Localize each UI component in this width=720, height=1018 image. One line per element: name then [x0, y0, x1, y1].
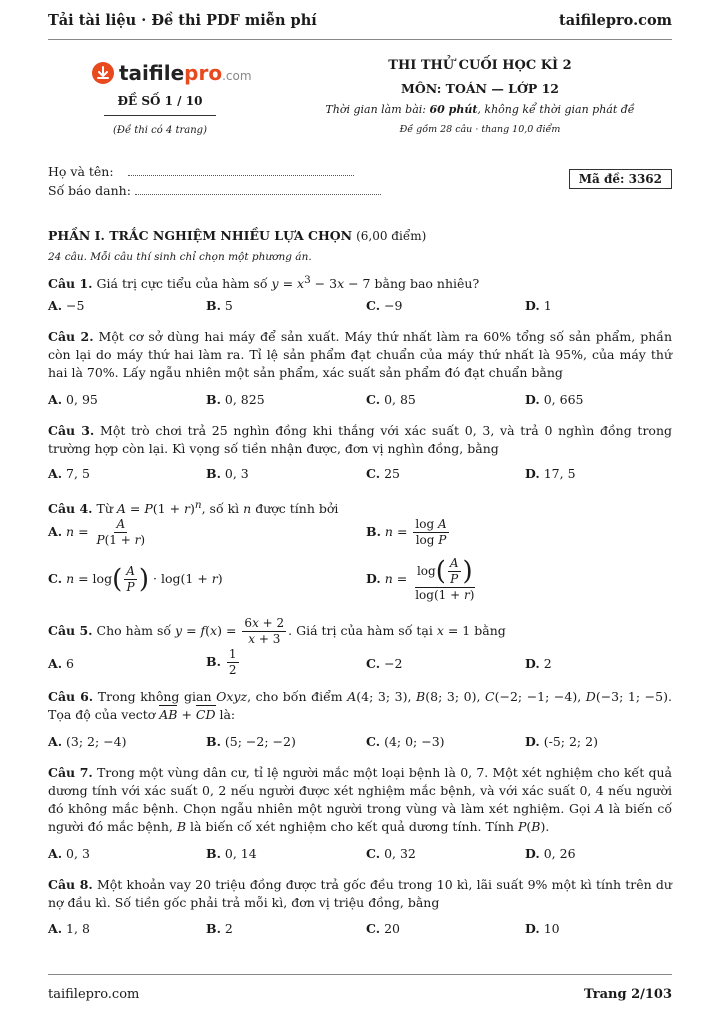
download-arrow-icon [92, 62, 114, 84]
page-number: Trang 2/103 [584, 987, 672, 1002]
q5-option-d[interactable]: D. 2 [525, 656, 552, 671]
q8-option-c[interactable]: C. 20 [366, 921, 400, 936]
question-3: Câu 3. Một trò chơi trả 25 nghìn đồng khi thắng với xác suất 0, 3, và trả 0 nghìn đồng trong trường hợp còn lại. Kì vọng số tiền nhận được, đơn vị nghìn đồng, bằng [48, 423, 672, 456]
header-rule [48, 39, 672, 40]
footer-rule [48, 974, 672, 975]
q4-option-b[interactable]: B. n = $\frac{\text{log A}}{\text{log P}}$ [366, 517, 447, 547]
q6-option-d[interactable]: D. (-5; 2; 2) [525, 734, 598, 749]
q8-option-a[interactable]: A. 1, 8 [48, 921, 90, 936]
exam-code-underline [104, 115, 216, 116]
pages-note: (Đề thi có 4 trang) [113, 125, 207, 136]
question-6: Câu 6. Trong không gian Oxyz, cho bốn điểm A(4; 3; 3), B(8; 3; 0), C(−2; −1; −4), D(−3; 1; −5). Tọa độ của vectơ AB + CD là: [48, 689, 672, 722]
exam-subject: MÔN: TOÁN — LỚP 12 [400, 81, 559, 96]
q7-option-a[interactable]: A. 0, 3 [48, 846, 90, 861]
q5-option-b[interactable]: B. $\frac{1}{2}$ [206, 647, 237, 677]
exam-title: THI THỬ CUỐI HỌC KÌ 2 [388, 58, 572, 73]
exam-version-box: Mã đề: 3362 [569, 169, 672, 189]
q5-option-c[interactable]: C. −2 [366, 656, 403, 671]
question-2: Câu 2. Một cơ sở dùng hai máy để sản xuất. Máy thứ nhất làm ra 60% tổng số sản phẩm, phần còn lại do máy thứ hai làm ra. Tỉ lệ sản phẩm đạt chuẩn của máy thứ nhất là 95%, của máy thứ hai là 70%. Lấy ngẫu nhiên một sản phẩm, xác suất sản phẩm đó đạt chuẩn bằng [48, 329, 672, 380]
q7-option-c[interactable]: C. 0, 32 [366, 846, 416, 861]
q6-option-b[interactable]: B. (5; −2; −2) [206, 734, 296, 749]
part-title: PHẦN I. TRẮC NGHIỆM NHIỀU LỰA CHỌN (6,00 điểm) [48, 228, 427, 243]
part-instruction: 24 câu. Mỗi câu thí sinh chỉ chọn một phương án. [48, 251, 312, 263]
id-field: Số báo danh: [48, 183, 381, 198]
q1-option-c[interactable]: C. −9 [366, 298, 403, 313]
header-left: Tải tài liệu · Đề thi PDF miễn phí [48, 12, 317, 29]
q1-option-a[interactable]: A. −5 [48, 298, 85, 313]
question-1: Câu 1. Giá trị cực tiểu của hàm số $y = x^3 - 3x - 7$ bằng bao nhiêu? [48, 274, 480, 292]
footer-site: taifilepro.com [48, 987, 140, 1002]
q6-option-c[interactable]: C. (4; 0; −3) [366, 734, 445, 749]
exam-code: ĐỀ SỐ 1 / 10 [117, 94, 203, 108]
question-7: Câu 7. Trong một vùng dân cư, tỉ lệ người mắc một loại bệnh là 0, 7. Một xét nghiệm cho kết quả dương tính với xác suất 0, 2 nếu người được xét nghiệm mắc bệnh, và với xác suất 0, 4 nếu người đó không mắc bệnh. Chọn ngẫu nhiên một người trong vùng và làm xét nghiệm. Gọi A là biến cố người đó mắc bệnh, B là biến cố xét nghiệm cho kết quả dương tính. Tính P(B). [48, 765, 672, 834]
time-note: Thời gian làm bài: 60 phút, không kể thời gian phát đề [325, 103, 635, 116]
q3-option-c[interactable]: C. 25 [366, 466, 400, 481]
question-5: Câu 5. Cho hàm số y = f(x) = $\frac{6x + 2}{x + 3}$ . Giá trị của hàm số tại x = 1 bằng [48, 616, 506, 646]
q1-option-d[interactable]: D. 1 [525, 298, 552, 313]
q4-option-d[interactable]: D. n = log( $\frac{A}{P}$ ) log(1 + r) [366, 556, 475, 602]
q5-option-a[interactable]: A. 6 [48, 656, 74, 671]
logo-wordmark: taifilepro.com [119, 61, 252, 85]
q7-option-b[interactable]: B. 0, 14 [206, 846, 257, 861]
question-8: Câu 8. Một khoản vay 20 triệu đồng được trả gốc đều trong 10 kì, lãi suất 9% một kì tính trên dư nợ đầu kì. Số tiền gốc phải trả mỗi kì, đơn vị triệu đồng, bằng [48, 877, 672, 910]
q6-option-a[interactable]: A. (3; 2; −4) [48, 734, 127, 749]
q7-option-d[interactable]: D. 0, 26 [525, 846, 576, 861]
q3-option-b[interactable]: B. 0, 3 [206, 466, 249, 481]
q2-option-c[interactable]: C. 0, 85 [366, 392, 416, 407]
q8-option-b[interactable]: B. 2 [206, 921, 233, 936]
q2-option-a[interactable]: A. 0, 95 [48, 392, 98, 407]
q8-option-d[interactable]: D. 10 [525, 921, 560, 936]
question-4: Câu 4. Từ $A = P(1 + r)^n$, số kì n được tính bởi [48, 499, 339, 517]
site-logo [92, 60, 252, 86]
q3-option-a[interactable]: A. 7, 5 [48, 466, 90, 481]
q4-option-a[interactable]: A. n = $\frac{A}{P(1 + r)}$ [48, 517, 146, 547]
q4-option-c[interactable]: C. n = log( $\frac{A}{P}$ ) · log(1 + r) [48, 564, 223, 595]
q2-option-b[interactable]: B. 0, 825 [206, 392, 265, 407]
count-note: Đề gồm 28 câu · thang 10,0 điểm [399, 124, 561, 135]
name-field: Họ và tên: [48, 164, 354, 179]
header-right: taifilepro.com [559, 12, 672, 29]
q1-option-b[interactable]: B. 5 [206, 298, 233, 313]
q2-option-d[interactable]: D. 0, 665 [525, 392, 584, 407]
q3-option-d[interactable]: D. 17, 5 [525, 466, 576, 481]
